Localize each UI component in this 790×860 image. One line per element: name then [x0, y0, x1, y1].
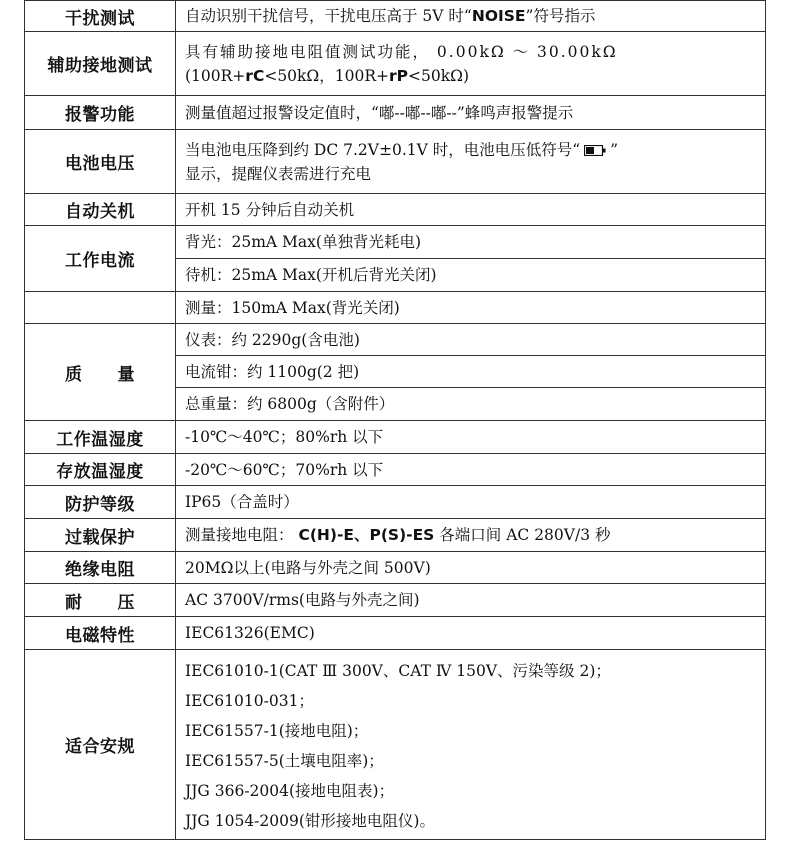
- value-text: <50kΩ，100R+: [264, 66, 390, 85]
- row-label: 质 量: [25, 324, 176, 421]
- spec-row-overload: [25, 519, 766, 552]
- row-label: 干扰测试: [25, 1, 176, 32]
- noise-symbol: NOISE: [471, 7, 526, 25]
- spec-row-interference-test: [25, 1, 766, 32]
- row-value: 待机：25mA Max(开机后背光关闭): [176, 259, 766, 292]
- spec-row-insulation: [25, 552, 766, 584]
- value-text: ”符号指示: [525, 7, 596, 25]
- value-line: [185, 64, 765, 88]
- row-label: 电磁特性: [25, 617, 176, 650]
- row-label: 报警功能: [25, 96, 176, 130]
- value-text: 各端口间 AC 280V/3 秒: [434, 526, 611, 544]
- row-label: 自动关机: [25, 194, 176, 226]
- rp-symbol: rP: [389, 66, 409, 85]
- row-value: 20MΩ以上(电路与外壳之间 500V): [176, 552, 766, 584]
- row-label: 电池电压: [25, 130, 176, 194]
- spec-row-emc: [25, 617, 766, 650]
- standard-item: IEC61557-1(接地电阻)；: [185, 721, 369, 740]
- spec-row-storage-temp: [25, 454, 766, 486]
- spec-row-auto-off: [25, 194, 766, 226]
- value-text: 当电池电压降到约 DC 7.2V±0.1V 时，电池电压低符号“: [185, 140, 581, 159]
- rc-symbol: rC: [245, 66, 265, 85]
- spec-table: [24, 0, 766, 840]
- value-text: 自动识别干扰信号，干扰电压高于 5V 时“: [185, 7, 472, 25]
- spec-row-alarm: [25, 96, 766, 130]
- spec-row-battery-voltage: [25, 130, 766, 194]
- value-text: <50kΩ): [408, 66, 470, 85]
- spec-row-protection: [25, 486, 766, 519]
- row-value: [176, 519, 766, 552]
- row-value: IP65（合盖时）: [176, 486, 766, 519]
- terminal-labels: C(H)-E、P(S)-ES: [298, 526, 435, 544]
- row-label: 防护等级: [25, 486, 176, 519]
- row-label: 绝缘电阻: [25, 552, 176, 584]
- standard-item: IEC61010-031；: [185, 691, 314, 710]
- spec-row-operating-temp: [25, 421, 766, 454]
- spec-row-weight: [25, 324, 766, 356]
- row-value: 背光：25mA Max(单独背光耗电): [176, 226, 766, 259]
- row-label: 辅助接地测试: [25, 32, 176, 96]
- spec-row-working-current-measure: [25, 292, 766, 324]
- row-label-empty: [25, 292, 176, 324]
- row-label: 适合安规: [25, 650, 176, 840]
- value-line: [185, 138, 765, 162]
- row-value: [176, 130, 766, 194]
- row-label: 耐 压: [25, 584, 176, 617]
- spec-row-working-current: [25, 226, 766, 259]
- value-line: 显示，提醒仪表需进行充电: [185, 164, 372, 183]
- row-value: [176, 32, 766, 96]
- row-label: 存放温湿度: [25, 454, 176, 486]
- row-value: 电流钳：约 1100g(2 把): [176, 356, 766, 388]
- value-text: ”: [610, 140, 619, 159]
- row-label: 过载保护: [25, 519, 176, 552]
- spec-row-withstand-voltage: [25, 584, 766, 617]
- row-value: [176, 650, 766, 840]
- row-value: 仪表：约 2290g(含电池): [176, 324, 766, 356]
- standard-item: IEC61010-1(CAT Ⅲ 300V、CAT Ⅳ 150V、污染等级 2)；: [185, 661, 611, 680]
- battery-low-icon: [584, 145, 606, 156]
- standard-item: IEC61557-5(土壤电阻率)；: [185, 751, 384, 770]
- row-value: 总重量：约 6800g（含附件）: [176, 388, 766, 421]
- row-value: IEC61326(EMC): [176, 617, 766, 650]
- value-line: 具有辅助接地电阻值测试功能， 0.00kΩ ～ 30.00kΩ: [185, 42, 618, 61]
- value-text: 测量接地电阻：: [185, 526, 299, 544]
- row-label: 工作温湿度: [25, 421, 176, 454]
- spec-row-aux-ground-test: [25, 32, 766, 96]
- row-label: 工作电流: [25, 226, 176, 292]
- row-value: 测量值超过报警设定值时，“嘟--嘟--嘟--”蜂鸣声报警提示: [176, 96, 766, 130]
- row-value: [176, 1, 766, 32]
- row-value: 测量：150mA Max(背光关闭): [176, 292, 766, 324]
- row-value: -10℃～40℃；80%rh 以下: [176, 421, 766, 454]
- standard-item: JJG 1054-2009(钳形接地电阻仪)。: [185, 811, 435, 830]
- value-text: (100R+: [185, 66, 246, 85]
- row-value: 开机 15 分钟后自动关机: [176, 194, 766, 226]
- row-value: AC 3700V/rms(电路与外壳之间): [176, 584, 766, 617]
- standard-item: JJG 366-2004(接地电阻表)；: [185, 781, 395, 800]
- spec-row-safety-standards: [25, 650, 766, 840]
- row-value: -20℃～60℃；70%rh 以下: [176, 454, 766, 486]
